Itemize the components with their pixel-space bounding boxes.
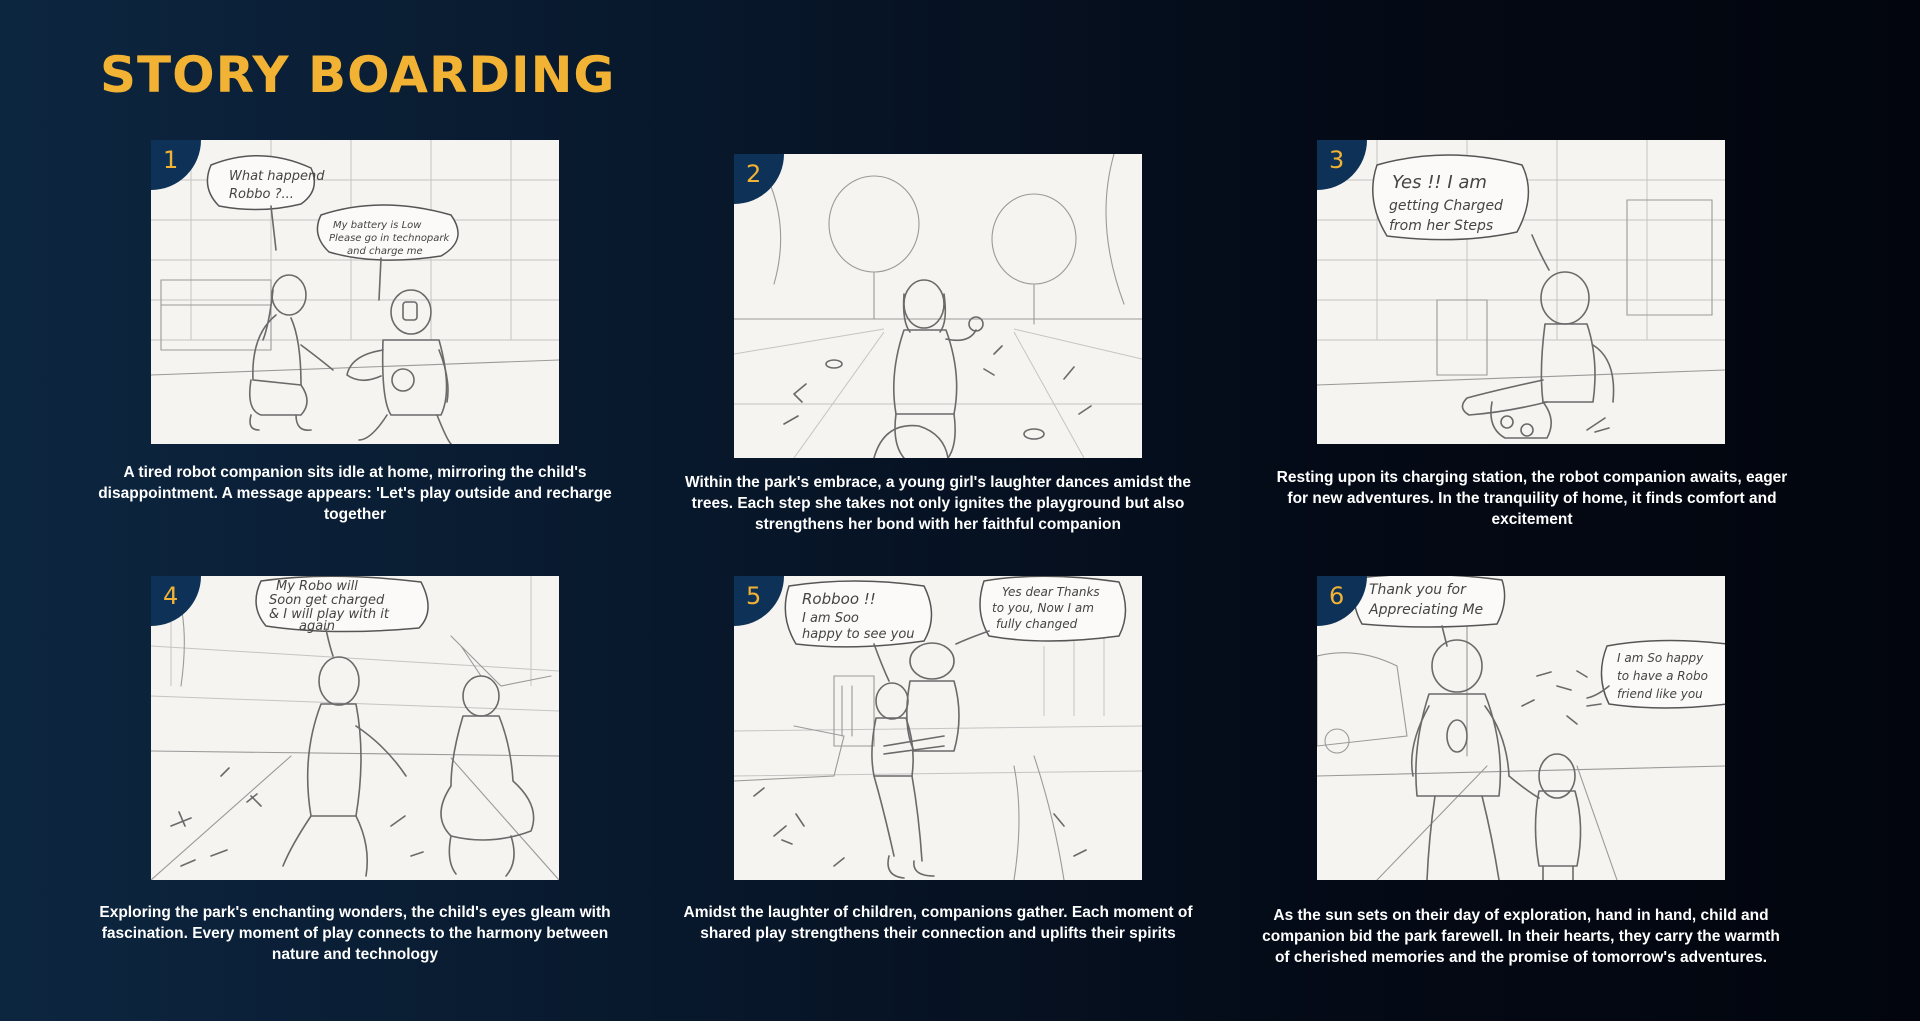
speech-text: I am So happy (1617, 651, 1704, 665)
sketch-drawing (1317, 140, 1725, 444)
speech-text: My Robo will (276, 579, 358, 594)
panel-caption-2: Within the park's embrace, a young girl's laughter dances amidst the trees. Each step she takes not only ignites the playground but also strengthens her bond with her faithful companion (685, 474, 1191, 533)
page-title: STORY BOARDING (100, 46, 616, 104)
speech-text: Robbo ?... (229, 187, 294, 202)
panel-caption-6: As the sun sets on their day of exploration, hand in hand, child and companion bid the park farewell. In their hearts, they carry the warmth of cherished memories and the promise of tomorrow's adventures. (1262, 907, 1780, 966)
panel-sketch-2 (734, 154, 1142, 458)
panel-number: 5 (746, 582, 762, 610)
sketch-drawing (734, 154, 1142, 458)
speech-text: What happend (229, 169, 325, 184)
panel-number: 3 (1329, 146, 1345, 174)
speech-text: Please go in technopark (329, 233, 450, 244)
panel-number: 4 (163, 582, 179, 610)
speech-text: Appreciating Me (1369, 602, 1484, 618)
speech-text: to have a Robo (1617, 669, 1708, 683)
speech-text: & I will play with it (269, 607, 389, 622)
speech-text: Robboo !! (802, 590, 876, 608)
sketch-drawing (734, 576, 1142, 880)
panel-sketch-5 (734, 576, 1142, 880)
panel-sketch-4 (151, 576, 559, 880)
speech-text: to you, Now I am (992, 601, 1094, 615)
speech-text: again (299, 619, 336, 634)
panel-number: 1 (163, 146, 179, 174)
panel-number: 6 (1329, 582, 1345, 610)
speech-text: from her Steps (1389, 218, 1494, 234)
sketch-drawing (1317, 576, 1725, 880)
speech-text: My battery is Low (333, 220, 422, 231)
panel-caption-4: Exploring the park's enchanting wonders, the child's eyes gleam with fascination. Every moment of play connects to the harmony between nature and technology (99, 904, 611, 963)
speech-text: Soon get charged (269, 593, 385, 608)
panel-caption-5: Amidst the laughter of children, companions gather. Each moment of shared play strengthens their connection and uplifts their spirits (683, 904, 1193, 942)
speech-text: Yes !! I am (1392, 172, 1487, 193)
speech-text: friend like you (1617, 687, 1703, 701)
speech-text: fully changed (996, 617, 1078, 631)
speech-text: Thank you for (1369, 582, 1466, 598)
speech-text: happy to see you (802, 627, 915, 642)
panel-caption-1: A tired robot companion sits idle at home, mirroring the child's disappointment. A message appears: 'Let's play outside and recharge together (98, 464, 612, 523)
sketch-drawing (151, 140, 559, 444)
panel-number: 2 (746, 160, 762, 188)
sketch-drawing (151, 576, 559, 880)
panel-caption-3: Resting upon its charging station, the robot companion awaits, eager for new adventures. In the tranquility of home, it finds comfort and excitement (1276, 469, 1788, 528)
speech-text: Yes dear Thanks (1002, 585, 1100, 599)
panel-sketch-3 (1317, 140, 1725, 444)
speech-text: I am Soo (802, 611, 859, 626)
panel-sketch-1 (151, 140, 559, 444)
speech-text: and charge me (347, 246, 423, 257)
panel-sketch-6 (1317, 576, 1725, 880)
speech-text: getting Charged (1389, 198, 1503, 214)
